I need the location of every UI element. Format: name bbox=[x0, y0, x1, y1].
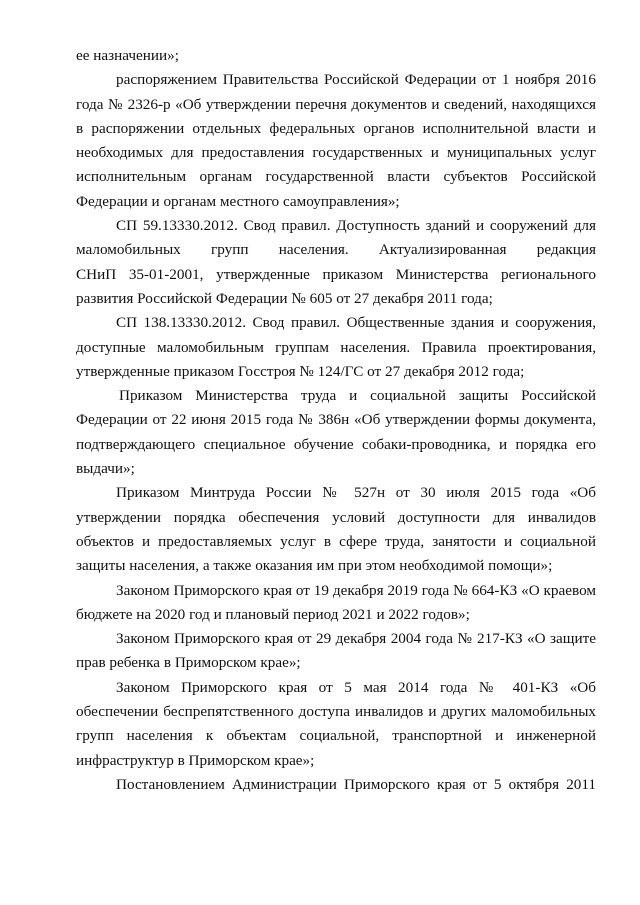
paragraph-line: обеспечении беспрепятственного доступа инвалидов и других маломобильных bbox=[76, 703, 596, 721]
paragraph-line: доступные маломобильным группам населения. Правила проектирования, bbox=[76, 338, 596, 356]
paragraph-line: утверждении порядка обеспечения условий доступности для инвалидов bbox=[76, 508, 596, 526]
paragraph-line: прав ребенка в Приморском крае»; bbox=[76, 654, 301, 672]
paragraph-line: Постановлением Администрации Приморского края от 5 октября 2011 bbox=[116, 775, 596, 793]
paragraph-line: объектов и предоставляемых услуг в сфере труда, занятости и социальной bbox=[76, 532, 596, 550]
paragraph-line: СП 138.13330.2012. Свод правил. Общественные здания и сооружения, bbox=[116, 314, 596, 332]
paragraph-line: СНиП 35-01-2001, утвержденные приказом Министерства регионального bbox=[76, 265, 596, 283]
document-paragraph bbox=[76, 627, 596, 676]
document-paragraph bbox=[76, 676, 596, 773]
document-paragraph bbox=[76, 68, 596, 214]
paragraph-line: Законом Приморского края от 5 мая 2014 года № 401-КЗ «Об bbox=[116, 678, 596, 696]
paragraph-line: распоряжением Правительства Российской Федерации от 1 ноября 2016 bbox=[116, 71, 596, 89]
document-paragraph bbox=[76, 311, 596, 384]
paragraph-line: года № 2326-р «Об утверждении перечня документов и сведений, находящихся bbox=[76, 95, 596, 113]
document-paragraph bbox=[76, 481, 596, 578]
document-paragraph bbox=[76, 773, 596, 797]
document-paragraph bbox=[76, 44, 596, 68]
paragraph-line: ее назначении»; bbox=[76, 47, 179, 64]
paragraph-line: Законом Приморского края от 29 декабря 2004 года № 217-КЗ «О защите bbox=[116, 630, 596, 648]
document-page bbox=[76, 44, 596, 797]
paragraph-line: бюджете на 2020 год и плановый период 2021 и 2022 годов»; bbox=[76, 605, 470, 623]
document-paragraph bbox=[76, 579, 596, 628]
paragraph-line: защиты населения, а также оказания им при этом необходимой помощи»; bbox=[76, 557, 553, 575]
paragraph-line: развития Российской Федерации № 605 от 27 декабря 2011 года; bbox=[76, 289, 493, 307]
paragraph-line: СП 59.13330.2012. Свод правил. Доступность зданий и сооружений для bbox=[116, 217, 596, 235]
paragraph-line: Федерации от 22 июня 2015 года № 386н «Об утверждении формы документа, bbox=[76, 411, 596, 429]
paragraph-line: групп населения к объектам социальной, транспортной и инженерной bbox=[76, 727, 596, 745]
paragraph-line: Законом Приморского края от 19 декабря 2019 года № 664-КЗ «О краевом bbox=[116, 581, 596, 599]
paragraph-line: инфраструктур в Приморском крае»; bbox=[76, 751, 315, 769]
paragraph-line: Приказом Министерства труда и социальной защиты Российской bbox=[119, 387, 596, 405]
paragraph-line: подтверждающего специальное обучение собаки-проводника, и порядка его bbox=[76, 435, 596, 453]
paragraph-line: Федерации и органам местного самоуправления»; bbox=[76, 192, 400, 210]
paragraph-line: утвержденные приказом Госстроя № 124/ГС от 27 декабря 2012 года; bbox=[76, 362, 525, 380]
paragraph-line: маломобильных групп населения. Актуализированная редакция bbox=[76, 241, 596, 259]
paragraph-line: необходимых для предоставления государственных и муниципальных услуг bbox=[76, 144, 596, 162]
paragraph-line: исполнительным органам государственной власти субъектов Российской bbox=[76, 168, 596, 186]
paragraph-line: выдачи»; bbox=[76, 460, 135, 478]
paragraph-line: в распоряжении отдельных федеральных органов исполнительной власти и bbox=[76, 119, 596, 137]
paragraph-line: Приказом Минтруда России № 527н от 30 июля 2015 года «Об bbox=[116, 484, 596, 502]
document-paragraph bbox=[76, 214, 596, 311]
document-paragraph bbox=[76, 384, 596, 481]
